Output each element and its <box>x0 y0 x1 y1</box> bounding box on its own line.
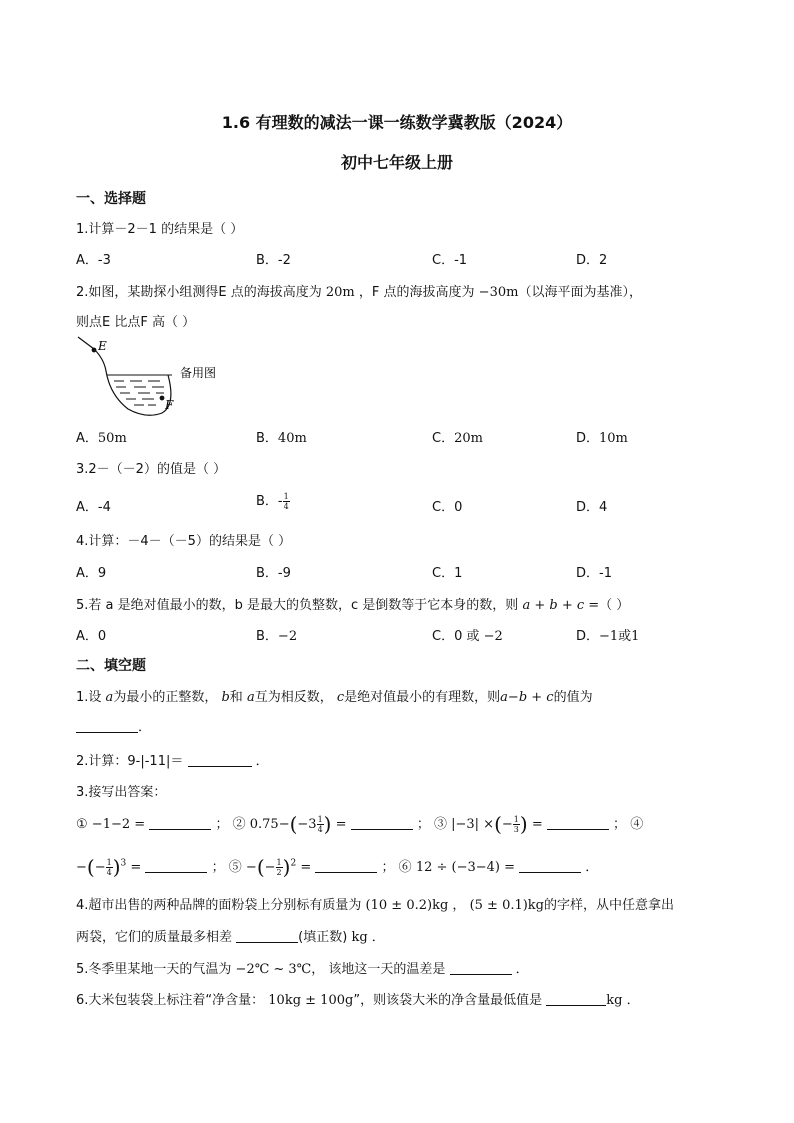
section-heading-fill: 二、填空题 <box>76 658 146 674</box>
question-4-stem: 4.计算：－4－（－5）的结果是（ ） <box>76 534 292 549</box>
answer-blank[interactable] <box>149 817 211 830</box>
q5-option-d: D．−1或1 <box>576 629 640 644</box>
doc-title: 1.6 有理数的减法一课一练数学冀教版（2024） <box>221 113 573 132</box>
q4-option-a: A．9 <box>76 566 107 581</box>
fill-question-4: 4.超市出售的两种品牌的面粉袋上分别标有质量为 (10 ± 0.2)kg ， (5 ± 0.1)kg的字样，从中任意拿出 <box>76 898 675 913</box>
fill-question-4-line2: 两袋，它们的质量最多相差 (填正数) kg ． <box>76 930 385 945</box>
q1-option-d: D．2 <box>576 253 608 268</box>
question-2-stem <box>76 281 642 300</box>
question-2-stem-line2: 则点E 比点F 高（ ） <box>76 315 196 330</box>
q4-option-d: D．-1 <box>576 566 612 581</box>
point-f <box>160 396 165 401</box>
q5-option-b: B．−2 <box>256 629 298 644</box>
q2-option-c: C．20m <box>432 431 483 446</box>
answer-blank[interactable] <box>351 817 413 830</box>
q2-option-b: B．40m <box>256 431 307 446</box>
q5-option-a: A．0 <box>76 629 107 644</box>
point-e <box>92 348 97 353</box>
fill-question-1: 1.设 a为最小的正整数， b和 a互为相反数， c是绝对值最小的有理数，则a−b + c的值为 <box>76 690 593 705</box>
answer-blank[interactable] <box>450 962 512 975</box>
q2-stem-mid: ，F 点的海拔高度为 <box>358 285 475 300</box>
q3-option-a: A．-4 <box>76 500 111 515</box>
q2-e-value: 20m <box>325 285 355 300</box>
answer-blank[interactable] <box>546 993 606 1006</box>
section-heading-choice: 一、选择题 <box>76 191 146 207</box>
answer-blank[interactable] <box>145 860 207 873</box>
fill-question-5: 5.冬季里某地一天的气温为 −2℃ ~ 3℃， 该地这一天的温差是 ． <box>76 962 529 977</box>
question-5-stem: 5.若 a 是绝对值最小的数，b 是最大的负整数，c 是倒数等于它本身的数，则 a + b + c =（ ） <box>76 598 630 613</box>
q5-option-c: C．0 或 −2 <box>432 629 503 644</box>
fill-question-1-line2: ． <box>76 716 151 735</box>
label-e: E <box>98 339 107 353</box>
q5-expression: a + b + c = <box>522 598 600 613</box>
q4-option-b: B．-9 <box>256 566 291 581</box>
answer-blank[interactable] <box>547 817 609 830</box>
q3-option-d: D．4 <box>576 500 608 515</box>
label-f: F <box>165 398 174 412</box>
q2-option-d: D．10m <box>576 431 628 446</box>
q1-option-c: C．-1 <box>432 253 468 268</box>
q3-option-b: B．- $\frac{1}{4}$ <box>256 492 289 511</box>
q2-stem-post: （以海平面为基准）， <box>518 285 642 300</box>
question-3-stem: 3.2－（－2）的值是（ ） <box>76 462 227 477</box>
q1-option-b: B．-2 <box>256 253 291 268</box>
fill-question-2: 2.计算：9-|-11|＝ ． <box>76 754 269 769</box>
terrain-diagram <box>76 335 246 420</box>
fill-question-3-row2: −(− $\frac{1}{4}$ )$^3$ = ； ⑤ −(− $\frac{1}{2}$ )$^2$ = ； ⑥ 12 ÷ (−3−4) = ． <box>76 855 599 879</box>
q3-option-c: C．0 <box>432 500 463 515</box>
q4-option-c: C．1 <box>432 566 463 581</box>
question-1-stem: 1.计算－2－1 的结果是（ ） <box>76 222 244 237</box>
terrain-outline <box>78 337 171 415</box>
q2-option-a: A．50m <box>76 431 127 446</box>
answer-blank[interactable] <box>315 860 377 873</box>
answer-blank[interactable] <box>76 720 138 733</box>
q2-f-value: −30m <box>478 285 519 300</box>
fill-question-6: 6.大米包装袋上标注着“净含量： 10kg ± 100g”，则该袋大米的净含量最低值是 kg ． <box>76 993 640 1008</box>
fill-question-3-row1: ① −1−2 = ； ② 0.75−(−3 $\frac{1}{4}$ ) = ； ③ |−3| ×(− $\frac{1}{3}$ ) = ； ④ <box>76 812 644 836</box>
doc-subtitle: 初中七年级上册 <box>340 153 453 172</box>
q2-stem-pre: 2.如图，某勘探小组测得E 点的海拔高度为 <box>76 285 322 300</box>
q1-option-a: A．-3 <box>76 253 111 268</box>
figure-caption: 备用图 <box>180 366 217 380</box>
answer-blank[interactable] <box>188 754 252 767</box>
fill-question-3-stem: 3.接写出答案： <box>76 785 167 800</box>
answer-blank[interactable] <box>519 860 581 873</box>
water-hatching <box>114 381 164 405</box>
answer-blank[interactable] <box>236 930 298 943</box>
terrain-figure <box>76 335 246 424</box>
fraction: $\frac{1}{4}$ <box>283 492 289 511</box>
